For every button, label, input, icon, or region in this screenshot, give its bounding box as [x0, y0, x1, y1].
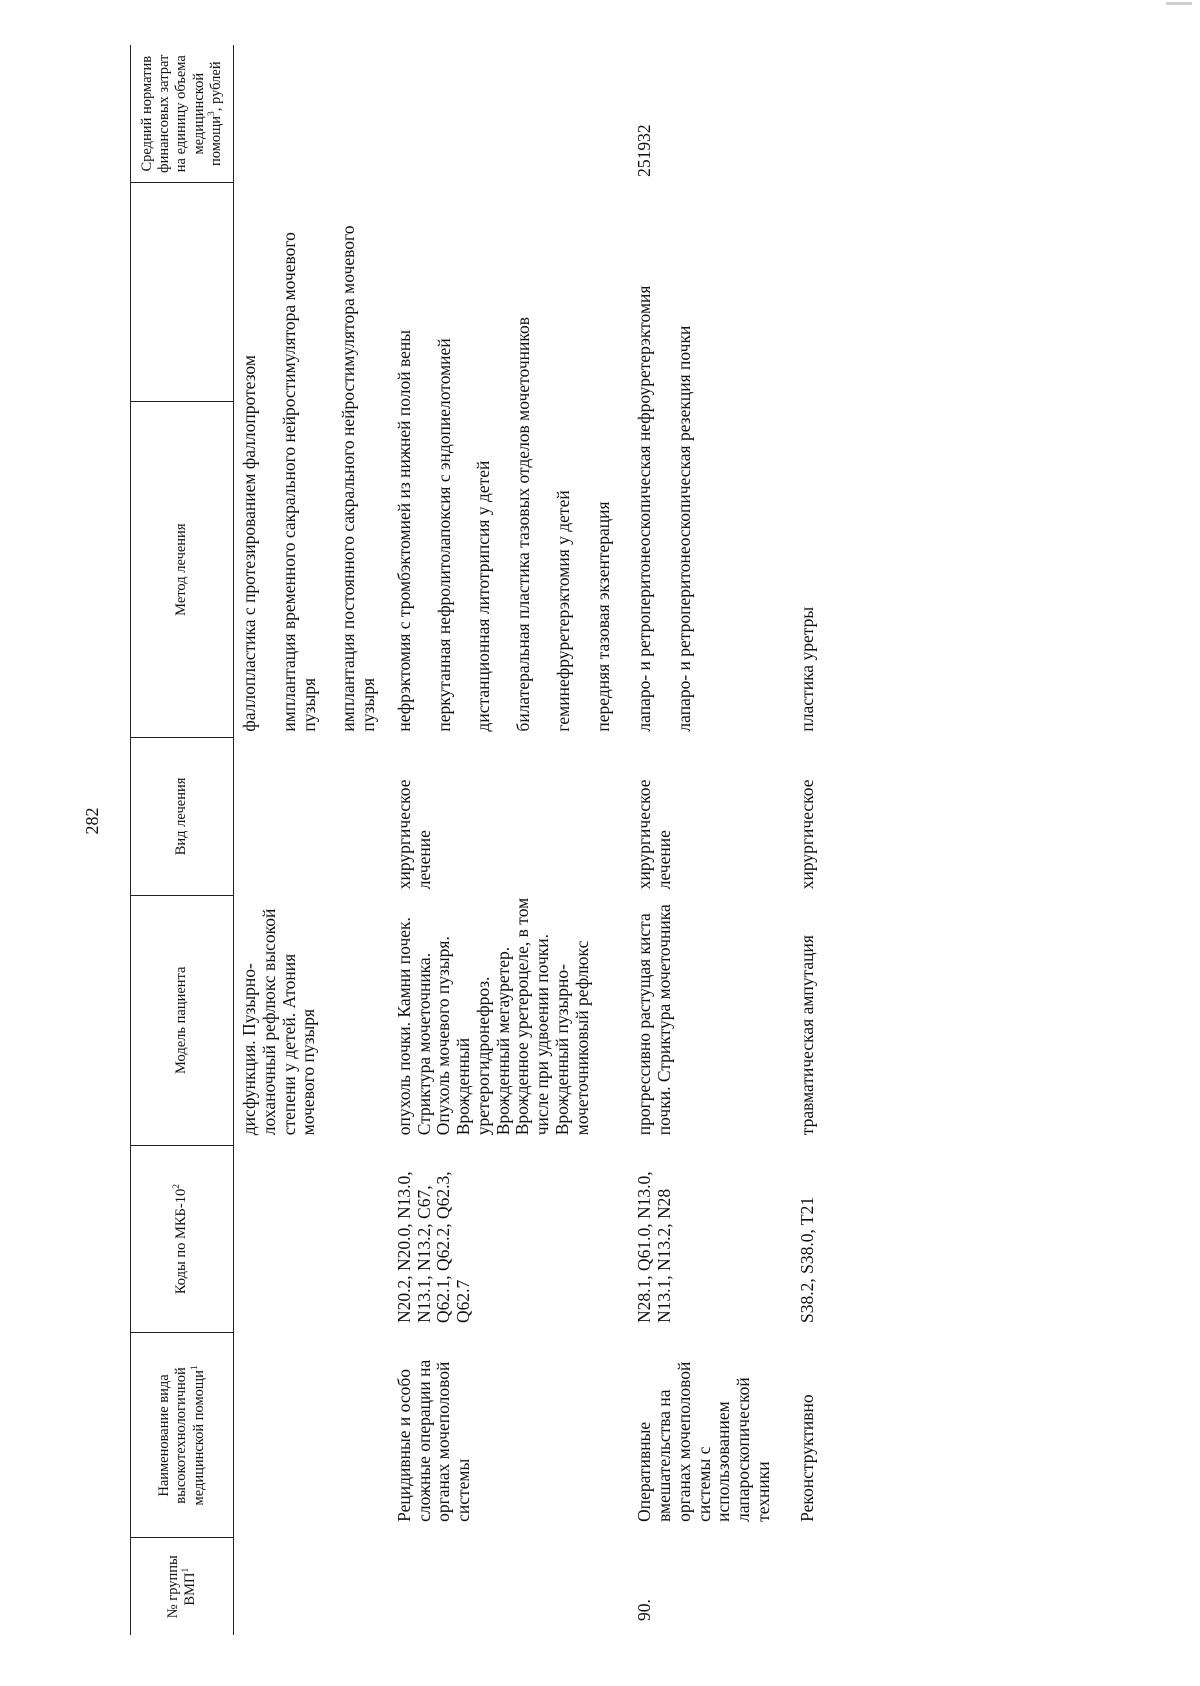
page-number: 282	[82, 807, 102, 835]
cell-patient-model: дисфункция. Пузырно-лоханочный рефлюкс высокой степени у детей. Атония мочевого пузыря	[239, 908, 319, 1136]
cell-treatment: хирургическое лечение	[634, 779, 675, 890]
cell-cost: 251932	[634, 124, 655, 177]
header-patient-model: Модель пациента	[131, 895, 234, 1145]
cell-treatment: хирургическое лечение	[393, 779, 434, 890]
method-item: лапаро- и ретроперитонеоскопическая нефроуретерэктомия	[634, 285, 655, 732]
method-item: геминефруретерэктомия у детей	[552, 490, 573, 732]
cell-methods	[379, 183, 614, 738]
header-spacer	[131, 183, 234, 402]
table-row	[379, 45, 614, 1635]
cell-treatment	[234, 738, 379, 896]
method-item: имплантация временного сакрального нейростимулятора мочевого пузыря	[278, 232, 319, 732]
header-care-name: Наименование вида высокотехнологичной медицинской помощи$^1$	[131, 1333, 234, 1538]
cell-patient-model: опухоль почки. Камни почек. Стриктура мочеточника. Опухоль мочевого пузыря. Врожденный уретерогидронефроз. Врожденный мегауретер. Врожденное уретероцеле, в том числе при удвоении почки. Врожденный пузырно-мочеточниковый рефлюкс	[393, 897, 592, 1136]
cell-patient-model: прогрессивно растущая киста почки. Стриктура мочеточника	[634, 904, 675, 1136]
cell-cost	[774, 45, 818, 183]
cell-codes: S38.2, S38.0, T21	[796, 1196, 817, 1323]
cell-care-name: Реконструктивно	[796, 1394, 817, 1522]
cell-patient-model: травматическая ампутация	[796, 935, 817, 1136]
table-row	[774, 45, 818, 1635]
method-item: билатеральная пластика тазовых отделов мочеточников	[513, 317, 534, 732]
method-item: передняя тазовая экзентерация	[592, 501, 613, 732]
table-row	[613, 45, 773, 1635]
method-item: дистанционная литотрипсия у детей	[473, 460, 494, 732]
cell-codes	[234, 1145, 379, 1333]
header-icd-codes: Коды по МКБ-$10^2$	[131, 1145, 234, 1333]
cell-codes: N20.2, N20.0, N13.0, N13.1, N13.2, C67, Q62.1, Q62.2, Q62.3, Q62.7	[393, 1171, 474, 1323]
method-item: перкутанная нефролитолапоксия с эндопиелотомией	[433, 338, 454, 732]
method-item: имплантация постоянного сакрального нейростимулятора мочевого пузыря	[338, 225, 379, 732]
header-treatment-type: Вид лечения	[131, 738, 234, 896]
cell-group-no: 90.	[634, 1599, 655, 1621]
header-method: Метод лечения	[131, 402, 234, 738]
method-item: пластика уретры	[796, 606, 817, 732]
method-item: фаллопластика с протезированием фаллопротезом	[239, 355, 259, 732]
cell-cost	[379, 45, 614, 183]
cell-methods	[613, 183, 773, 738]
cell-care-name: Рецидивные и особо сложные операции на органах мочеполовой системы	[393, 1359, 474, 1522]
cell-methods	[774, 183, 818, 738]
cell-group-no	[774, 1538, 818, 1635]
cell-care-name: Оперативные вмешательства на органах мочеполовой системы с использованием лапароскопической техники	[634, 1361, 774, 1522]
cell-methods	[234, 183, 379, 738]
header-group-no: № группы ВМП$^1$	[131, 1538, 234, 1635]
vmp-table	[130, 45, 818, 1635]
cell-treatment: хирургическое	[796, 779, 817, 890]
table-header-row	[131, 45, 234, 1635]
table-row	[234, 45, 379, 1635]
cell-group-no	[234, 1538, 379, 1635]
header-cost: Средний норматив финансовых затрат на единицу объема медицинской помощи$^3$, рублей	[131, 45, 234, 183]
method-item: лапаро- и ретроперитонеоскопическая резекция почки	[674, 325, 695, 732]
cell-group-no	[379, 1538, 614, 1635]
cell-cost	[234, 45, 379, 183]
cell-codes: N28.1, Q61.0, N13.0, N13.1, N13.2, N28	[634, 1171, 675, 1323]
method-item: нефрэктомия с тромбэктомией из нижней полой вены	[393, 330, 414, 732]
cell-care-name	[234, 1333, 379, 1538]
